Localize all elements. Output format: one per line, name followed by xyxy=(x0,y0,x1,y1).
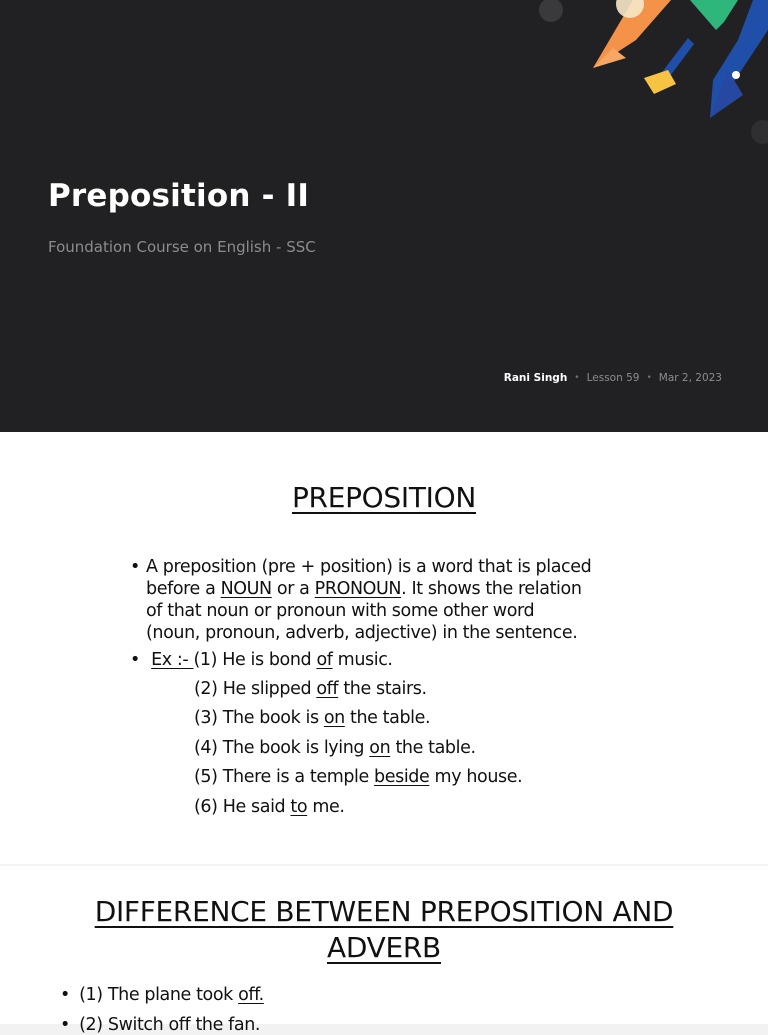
example-heading xyxy=(130,650,393,670)
definition-line: before a NOUN or a PRONOUN. It shows the relation xyxy=(146,579,582,599)
list-item: • (1) The plane took off. xyxy=(60,985,264,1005)
page-title: Preposition - II xyxy=(48,178,310,214)
definition-line: of that noun or pronoun with some other word xyxy=(146,601,535,621)
slide-title-text: ADVERB xyxy=(327,931,441,964)
cover-slide xyxy=(0,0,768,432)
lesson-number: Lesson 59 xyxy=(586,372,640,384)
example-item: (4) The book is lying on the table. xyxy=(194,738,476,758)
author-name[interactable]: Rani Singh xyxy=(503,372,568,384)
example-item: (5) There is a temple beside my house. xyxy=(194,767,523,787)
slide-difference xyxy=(0,866,768,1035)
noun-keyword: NOUN xyxy=(220,579,272,599)
ex-label: Ex :- xyxy=(151,650,194,670)
bullet-icon: • xyxy=(130,650,140,670)
meta-separator: • xyxy=(646,373,652,383)
example-item: (3) The book is on the table. xyxy=(194,708,431,728)
decorative-pencils-icon xyxy=(538,0,768,160)
definition-line: (noun, pronoun, adverb, adjective) in the sentence. xyxy=(146,623,578,643)
definition-line: A preposition (pre + position) is a word that is placed xyxy=(146,557,592,577)
bullet-icon: • xyxy=(130,557,140,577)
slide-preposition xyxy=(0,432,768,864)
lesson-date: Mar 2, 2023 xyxy=(658,372,722,384)
example-item: (2) He slipped off the stairs. xyxy=(194,679,427,699)
slide-title xyxy=(0,894,768,966)
slide-title-text: DIFFERENCE BETWEEN PREPOSITION AND xyxy=(94,895,674,928)
pronoun-keyword: PRONOUN xyxy=(314,579,402,599)
example-item: (6) He said to me. xyxy=(194,797,345,817)
meta-separator: • xyxy=(574,373,580,383)
slide-title xyxy=(0,480,768,516)
lesson-meta xyxy=(504,372,722,384)
slide-title-text: PREPOSITION xyxy=(291,481,477,514)
course-subtitle: Foundation Course on English - SSC xyxy=(48,238,316,256)
example-item: (1) He is bond of music. xyxy=(193,650,393,670)
list-item: • (2) Switch off the fan. xyxy=(60,1015,261,1035)
bullet-icon: • xyxy=(60,1015,70,1035)
bullet-icon: • xyxy=(60,985,70,1005)
